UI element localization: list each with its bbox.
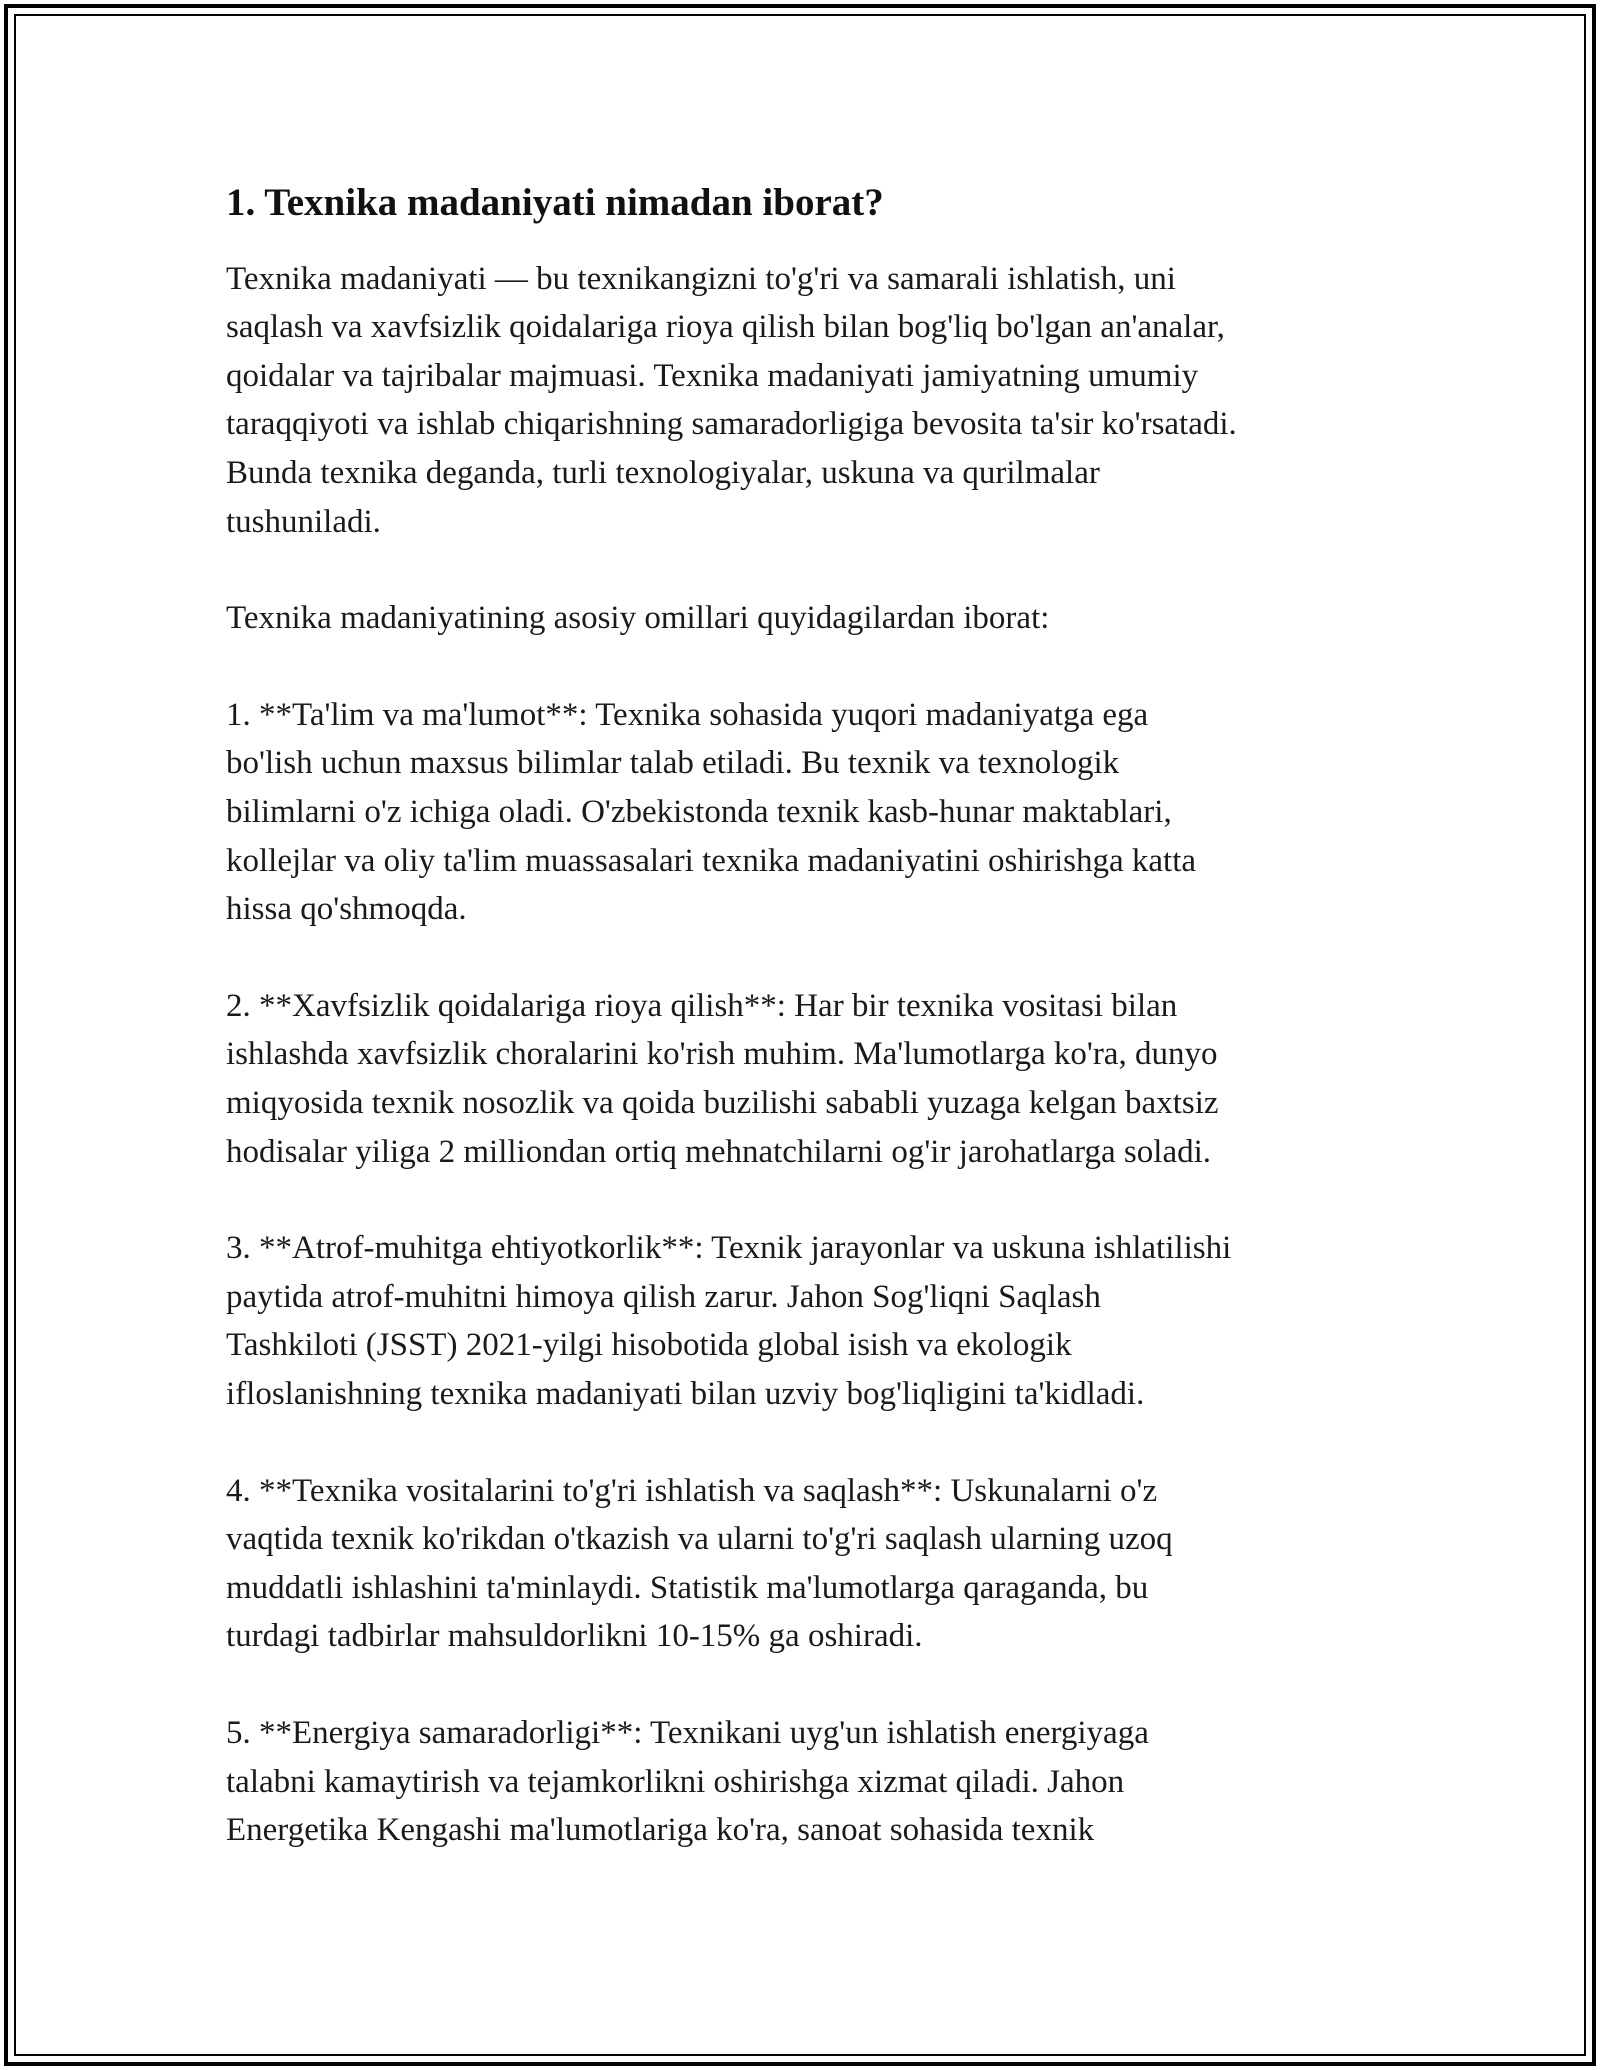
intro-paragraph: Texnika madaniyati — bu texnikangizni to'g'ri va samarali ishlatish, uni saqlash va xavfsizlik qoidalariga rioya qilish bilan bog'liq bo'lgan an'analar, qoidalar va tajribalar majmuasi. Texnika madaniyati jamiyatning umumiy taraqqiyoti va ishlab chiqarishning samaradorligiga bevosita ta'sir ko'rsatadi. Bunda texnika deganda, turli texnologiyalar, uskuna va qurilmalar tushuniladi. — [226, 260, 1237, 540]
factor-energy-paragraph: 5. **Energiya samaradorligi**: Texnikani uyg'un ishlatish energiyaga talabni kamaytirish va tejamkorlikni oshirishga xizmat qiladi. Jahon Energetika Kengashi ma'lumotlariga ko'ra, sanoat sohasida texnik — [226, 1714, 1149, 1849]
section-heading: 1. Texnika madaniyati nimadan iborat? — [226, 181, 884, 224]
factor-environment-paragraph: 3. **Atrof-muhitga ehtiyotkorlik**: Texnik jarayonlar va uskuna ishlatilishi paytida atrof-muhitni himoya qilish zarur. Jahon Sog'liqni Saqlash Tashkiloti (JSST) 2021-yilgi hisobotida global isish va ekologik ifloslanishning texnika madaniyati bilan uzviy bog'liqligini ta'kidladi. — [226, 1230, 1232, 1412]
factors-intro-paragraph: Texnika madaniyatining asosiy omillari quyidagilardan iborat: — [226, 600, 1050, 637]
factor-education-paragraph: 1. **Ta'lim va ma'lumot**: Texnika sohasida yuqori madaniyatga ega bo'lish uchun maxsus bilimlar talab etiladi. Bu texnik va texnologik bilimlarni o'z ichiga oladi. O'zbekistonda texnik kasb-hunar maktablari, kollejlar va oliy ta'lim muassasalari texnika madaniyatini oshirishga katta hissa qo'shmoqda. — [226, 696, 1197, 928]
factor-maintenance-paragraph: 4. **Texnika vositalarini to'g'ri ishlatish va saqlash**: Uskunalarni o'z vaqtida texnik ko'rikdan o'tkazish va ularni to'g'ri saqlash ularning uzoq muddatli ishlashini ta'minlaydi. Statistik ma'lumotlarga qaraganda, bu turdagi tadbirlar mahsuldorlikni 10-15% ga oshiradi. — [226, 1472, 1173, 1655]
factor-safety-paragraph: 2. **Xavfsizlik qoidalariga rioya qilish**: Har bir texnika vositasi bilan ishlashda xavfsizlik choralarini ko'rish muhim. Ma'lumotlarga ko'ra, dunyo miqyosida texnik nosozlik va qoida buzilishi sababli yuzaga kelgan baxtsiz hodisalar yiliga 2 milliondan ortiq mehnatchilarni og'ir jarohatlarga soladi. — [226, 987, 1219, 1170]
document-body — [226, 178, 1376, 1903]
